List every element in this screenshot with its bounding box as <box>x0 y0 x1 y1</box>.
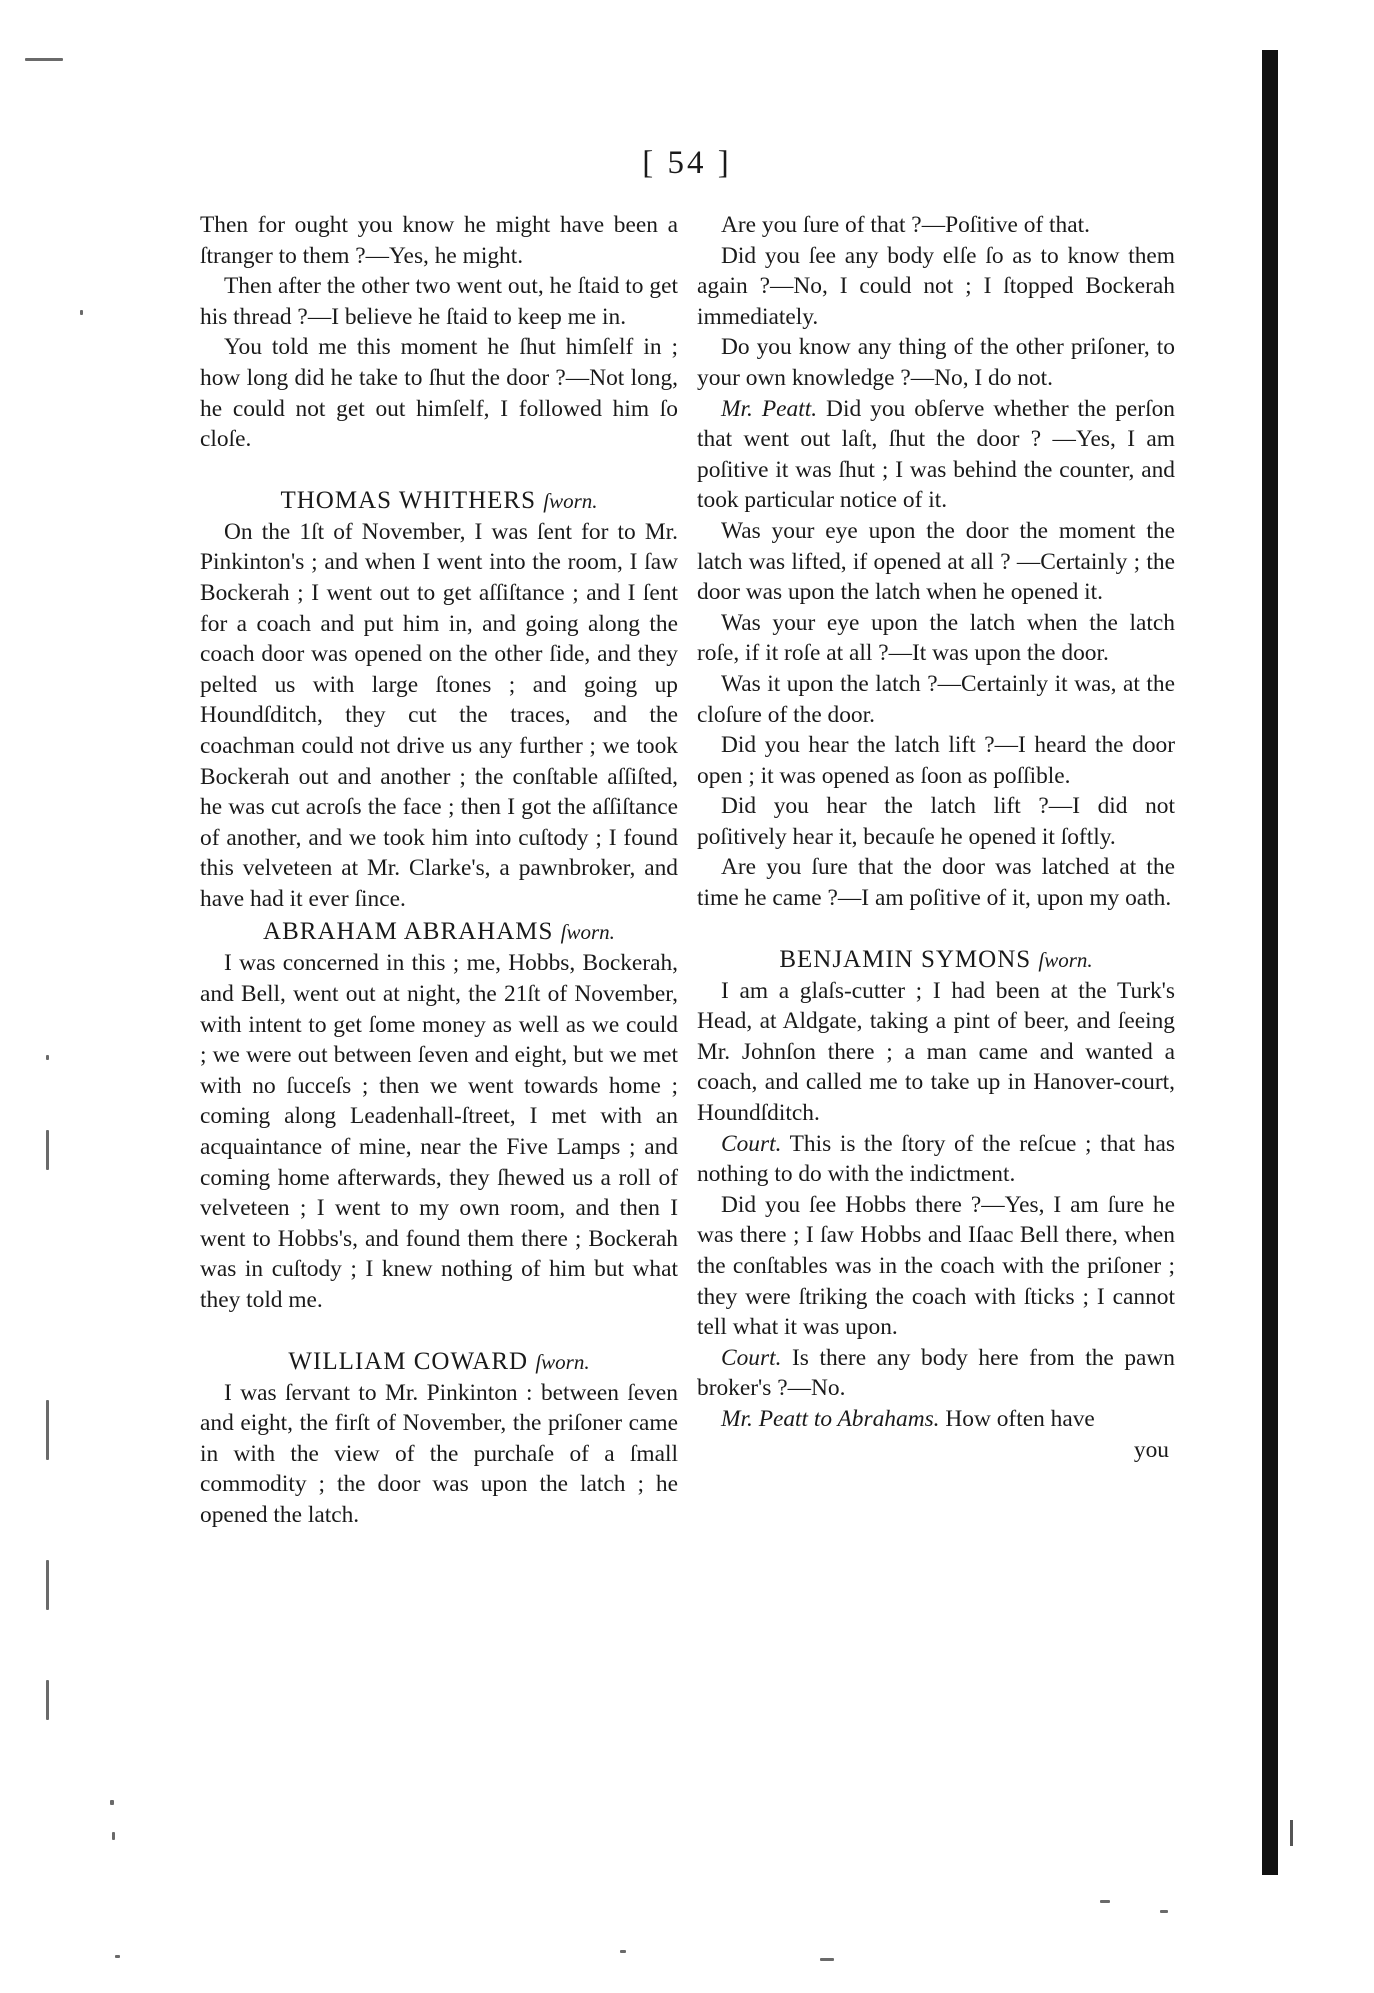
testimony-paragraph <box>697 852 1175 913</box>
testimony-paragraph <box>200 948 678 1315</box>
speaker-label: Court. <box>721 1344 782 1371</box>
testimony-paragraph <box>697 976 1175 1129</box>
scan-speck <box>46 1680 49 1720</box>
testimony-paragraph <box>697 608 1175 669</box>
testimony-paragraph <box>697 241 1175 333</box>
witness-name: THOMAS WHITHERS <box>280 486 536 514</box>
testimony-paragraph <box>697 791 1175 852</box>
paragraph-text: How often have <box>945 1405 1095 1432</box>
testimony-paragraph <box>200 271 678 332</box>
sworn-label: ſworn. <box>560 920 615 945</box>
speaker-label: Court. <box>721 1130 782 1157</box>
witness-heading <box>200 485 678 517</box>
paragraph-text: Was your eye upon the latch when the latch roſe, if it roſe at all ?—It was upon the door. <box>697 609 1175 667</box>
speaker-label: Mr. Peatt. <box>721 395 818 422</box>
scan-speck <box>1100 1900 1110 1903</box>
paragraph-text: I was concerned in this ; me, Hobbs, Bockerah, and Bell, went out at night, the 21ſt of November, with intent to get ſome money as well as we could ; we were out between ſeven and eight, but we met with no ſucceſs ; then we went towards home ; coming along Leadenhall-ſtreet, I met with an acquaintance of mine, near the Five Lamps ; and coming home afterwards, they ſhewed us a roll of velveteen ; I went to my own room, and then I went to Hobbs's, and found them there ; Bockerah was in cuſtody ; I knew nothing of him but what they told me. <box>200 950 678 1313</box>
paragraph-text: Then for ought you know he might have been a ſtranger to them ?—Yes, he might. <box>200 212 678 269</box>
scan-speck <box>80 310 83 315</box>
scan-speck <box>820 1958 834 1961</box>
scan-speck <box>1160 1910 1168 1913</box>
scan-speck <box>112 1832 115 1840</box>
testimony-paragraph <box>200 517 678 915</box>
paragraph-text: Are you ſure that the door was latched at the time he came ?—I am poſitive of it, upon my oath. <box>697 854 1175 912</box>
testimony-paragraph <box>697 1343 1175 1404</box>
testimony-paragraph <box>200 210 678 271</box>
speaker-label: Mr. Peatt to Abrahams. <box>721 1405 940 1432</box>
testimony-paragraph <box>697 730 1175 791</box>
testimony-paragraph <box>697 1404 1175 1435</box>
page-number: [ 54 ] <box>642 145 732 181</box>
scan-speck <box>46 1130 49 1170</box>
paragraph-text: Do you know any thing of the other priſoner, to your own knowledge ?—No, I do not. <box>697 334 1175 391</box>
left-column <box>200 210 678 1531</box>
testimony-paragraph <box>697 1129 1175 1190</box>
scan-speck <box>46 1560 49 1610</box>
paragraph-text: You told me this moment he ſhut himſelf in ; how long did he take to ſhut the door ?—Not long, he could not get out himſelf, I followed him ſo cloſe. <box>200 334 678 453</box>
paragraph-text: Was your eye upon the door the moment the latch was lifted, if opened at all ? —Certainly ; the door was upon the latch when he opened it. <box>697 517 1175 606</box>
paragraph-text: I was ſervant to Mr. Pinkinton : between ſeven and eight, the firſt of November, the priſoner came in with the view of the purchaſe of a ſmall commodity ; the door was upon the latch ; he opened the latch. <box>200 1379 678 1528</box>
testimony-paragraph <box>697 669 1175 730</box>
paragraph-text: This is the ſtory of the reſcue ; that has nothing to do with the indictment. <box>697 1130 1175 1188</box>
witness-name: ABRAHAM ABRAHAMS <box>263 918 554 946</box>
testimony-paragraph <box>697 516 1175 608</box>
paragraph-text: Was it upon the latch ?—Certainly it was, at the cloſure of the door. <box>697 670 1175 728</box>
paragraph-text: Did you hear the latch lift ?—I did not poſitively hear it, becauſe he opened it ſoftly. <box>697 793 1175 850</box>
right-column <box>697 210 1175 1465</box>
sworn-label: ſworn. <box>535 1349 590 1374</box>
testimony-paragraph <box>697 210 1175 241</box>
testimony-paragraph <box>200 1378 678 1531</box>
paragraph-text: On the 1ſt of November, I was ſent for to Mr. Pinkinton's ; and when I went into the room, I ſaw Bockerah ; I went out to get aſſiſtance ; and I ſent for a coach and put him in, and going along the coach door was opened on the other ſide, and they pelted us with large ſtones ; and going up Houndſditch, they cut the traces, and the coachman could not drive us any further ; we took Bockerah out and another ; the conſtable aſſiſted, he was cut acroſs the face ; then I got the aſſiſtance of another, and we took him into cuſtody ; I found this velveteen at Mr. Clarke's, a pawnbroker, and have had it ever ſince. <box>200 518 678 912</box>
testimony-paragraph <box>200 332 678 454</box>
paragraph-text: Are you ſure of that ?—Poſitive of that. <box>721 212 1090 238</box>
scan-edge-tick <box>1290 1820 1293 1846</box>
scan-speck <box>46 1055 49 1060</box>
witness-heading <box>200 1346 678 1378</box>
paragraph-text: Then after the other two went out, he ſtaid to get his thread ?—I believe he ſtaid to keep me in. <box>200 273 678 330</box>
paragraph-text: Did you ſee any body elſe ſo as to know them again ?—No, I could not ; I ſtopped Bockerah immediately. <box>697 242 1175 330</box>
paragraph-text: Did you hear the latch lift ?—I heard the door open ; it was opened as ſoon as poſſible. <box>697 732 1175 789</box>
scan-edge-shadow <box>1262 50 1278 1875</box>
catchword: you <box>1133 1436 1169 1463</box>
paragraph-text: Is there any body here from the pawn broker's ?—No. <box>697 1344 1175 1402</box>
witness-heading <box>697 944 1175 976</box>
scan-speck <box>110 1800 114 1805</box>
sworn-label: ſworn. <box>543 488 598 513</box>
scan-speck <box>115 1955 120 1958</box>
scan-speck <box>25 58 63 61</box>
witness-heading <box>200 916 678 948</box>
scan-speck <box>620 1950 626 1953</box>
witness-name: BENJAMIN SYMONS <box>779 945 1032 973</box>
paragraph-text: Did you obſerve whether the perſon that went out laſt, ſhut the door ? —Yes, I am poſitive it was ſhut ; I was behind the counter, and took particular notice of it. <box>697 395 1175 514</box>
testimony-paragraph <box>697 332 1175 393</box>
sworn-label: ſworn. <box>1038 947 1093 972</box>
testimony-paragraph <box>697 1190 1175 1343</box>
scan-speck <box>46 1400 49 1460</box>
paragraph-text: Did you ſee Hobbs there ?—Yes, I am ſure he was there ; I ſaw Hobbs and Iſaac Bell there, when the conſtables was in the coach with the priſoner ; they were ſtriking the coach with ſticks ; I cannot tell what it was upon. <box>697 1191 1175 1341</box>
witness-name: WILLIAM COWARD <box>288 1347 529 1375</box>
paragraph-text: I am a glaſs-cutter ; I had been at the Turk's Head, at Aldgate, taking a pint of beer, and ſeeing Mr. Johnſon there ; a man came and wanted a coach, and called me to take up in Hanover-court, Houndſditch. <box>697 977 1175 1127</box>
testimony-paragraph <box>697 394 1175 516</box>
